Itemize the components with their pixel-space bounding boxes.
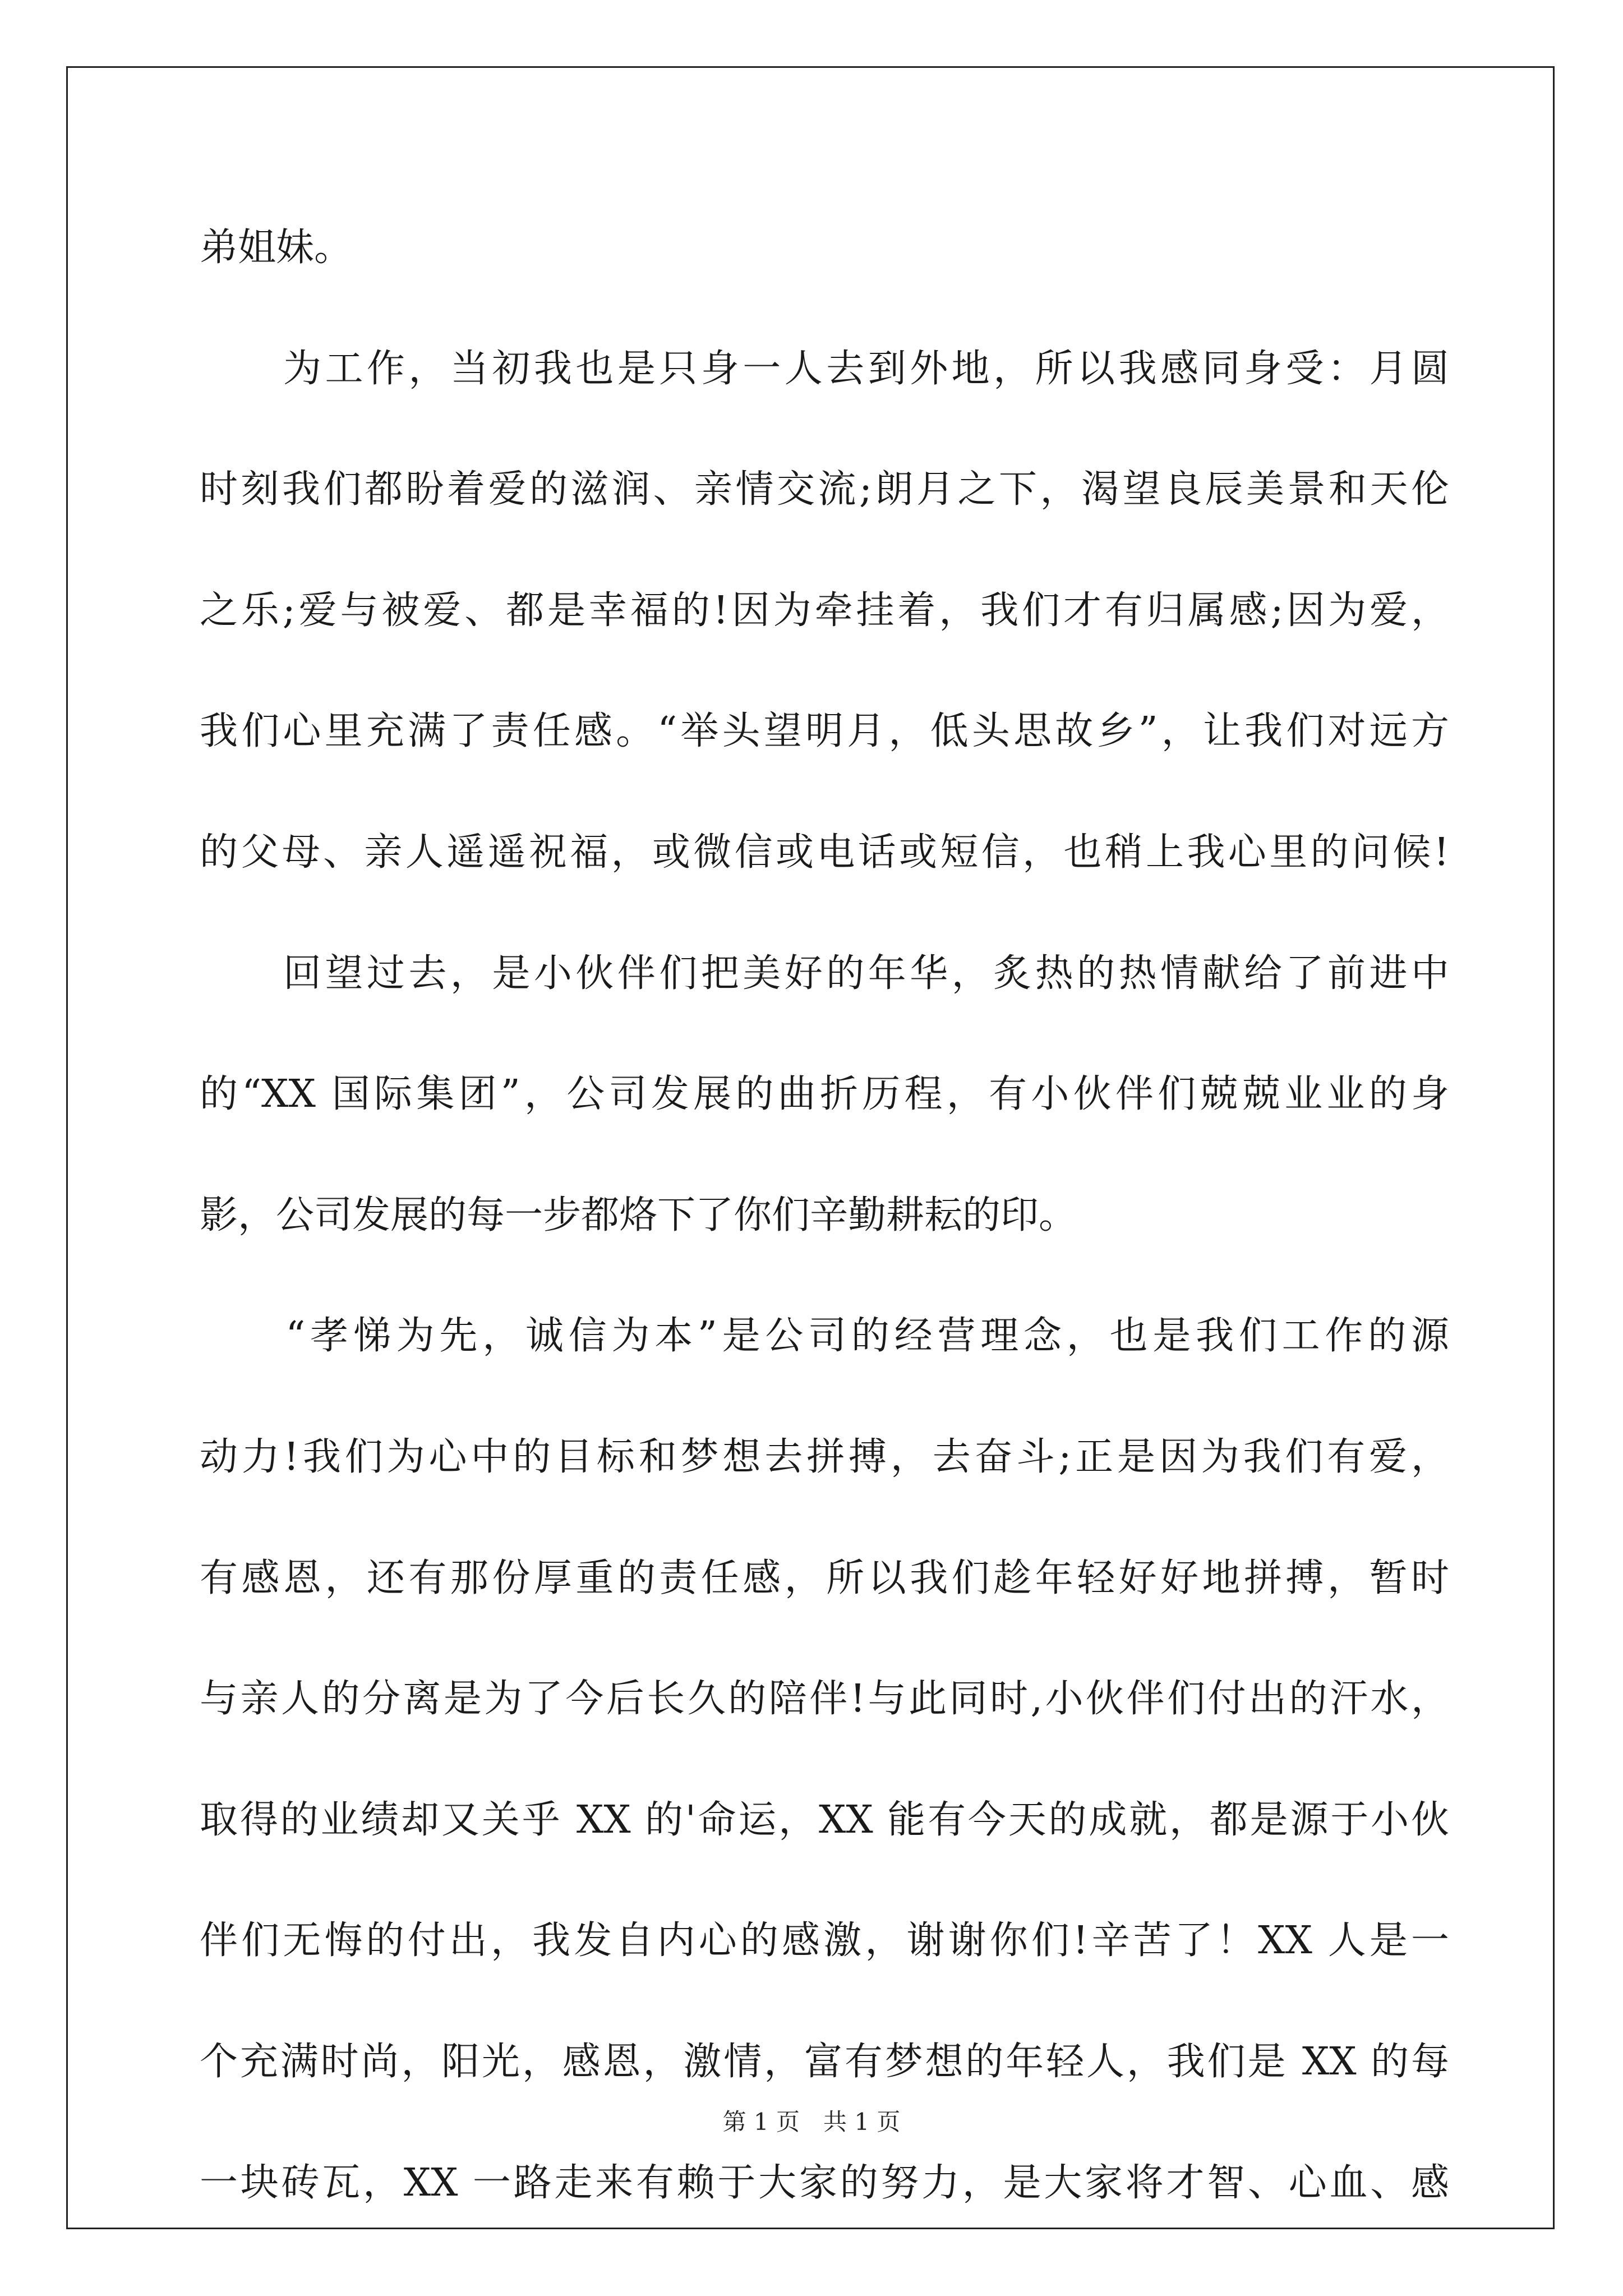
text-line: 回望过去，是小伙伴们把美好的年华，炙热的热情献给了前进中 [200,951,1449,996]
text-line: 个充满时尚，阳光，感恩，激情，富有梦想的年轻人，我们是 XX 的每 [200,2039,1449,2084]
text-line: 为工作，当初我也是只身一人去到外地，所以我感同身受：月圆 [200,346,1449,391]
page-number-label: 第 1 页 共 1 页 [722,2108,901,2136]
text-line: 之乐;爱与被爱、都是幸福的!因为牵挂着，我们才有归属感;因为爱， [200,588,1449,633]
text-line: 取得的业绩却又关乎 XX 的'命运，XX 能有今天的成就，都是源于小伙 [200,1797,1449,1842]
text-line: 动力!我们为心中的目标和梦想去拼搏，去奋斗;正是因为我们有爱， [200,1434,1449,1479]
text-line: 的“XX 国际集团”，公司发展的曲折历程，有小伙伴们兢兢业业的身 [200,1072,1449,1117]
text-line: 影，公司发展的每一步都烙下了你们辛勤耕耘的印。 [200,1193,1077,1237]
page-footer [0,2104,1623,2137]
text-line: 的父母、亲人遥遥祝福，或微信或电话或短信，也稍上我心里的问候! [200,830,1449,875]
text-line: 我们心里充满了责任感。“举头望明月，低头思故乡”，让我们对远方 [200,709,1449,754]
text-line: 伴们无悔的付出，我发自内心的感激，谢谢你们!辛苦了！XX 人是一 [200,1918,1449,1963]
document-body [200,187,1449,2243]
text-line: 与亲人的分离是为了今后长久的陪伴!与此同时,小伙伴们付出的汗水， [200,1677,1449,1722]
text-line: 一块砖瓦，XX 一路走来有赖于大家的努力，是大家将才智、心血、感 [200,2160,1449,2205]
text-line: 弟姐妹。 [200,226,353,270]
text-line: 时刻我们都盼着爱的滋润、亲情交流;朗月之下，渴望良辰美景和天伦 [200,467,1449,512]
text-line: “孝悌为先，诚信为本”是公司的经营理念，也是我们工作的源 [200,1314,1449,1359]
text-line: 有感恩，还有那份厚重的责任感，所以我们趁年轻好好地拼搏，暂时 [200,1556,1449,1600]
